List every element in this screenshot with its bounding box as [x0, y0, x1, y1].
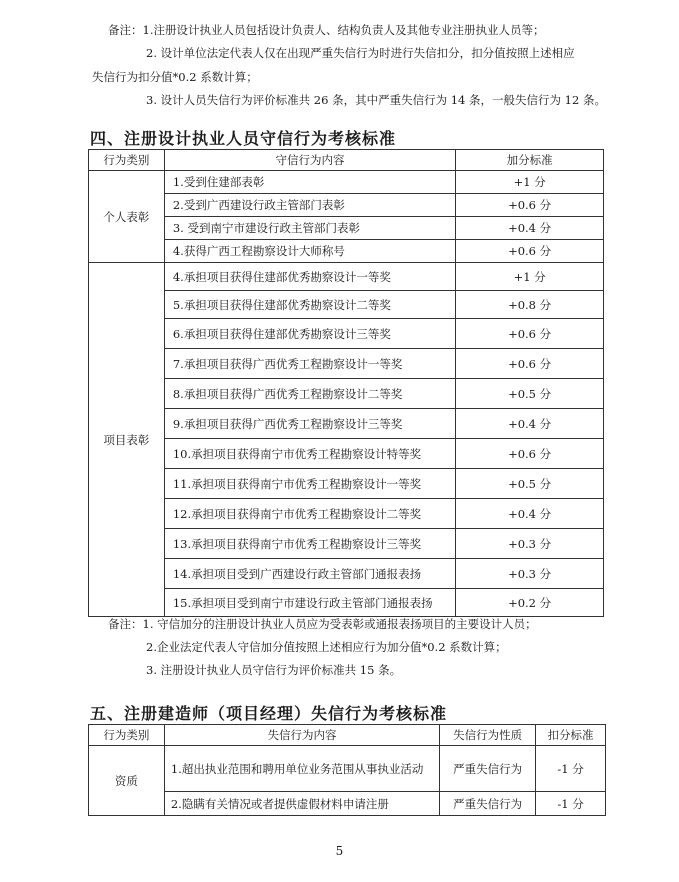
table-row — [89, 171, 604, 194]
score-cell: +1 分 — [456, 171, 604, 194]
table-header-row — [89, 150, 604, 171]
category-cell: 个人表彰 — [89, 171, 165, 263]
table-row — [89, 319, 604, 349]
content-cell: 15.承担项目受到南宁市建设行政主管部门通报表扬 — [164, 589, 455, 617]
table-row — [89, 409, 604, 439]
content-cell: 8.承担项目获得广西优秀工程勘察设计二等奖 — [164, 379, 455, 409]
content-cell: 13.承担项目获得南宁市优秀工程勘察设计三等奖 — [164, 529, 455, 559]
score-cell: +0.4 分 — [456, 499, 604, 529]
score-cell: +0.3 分 — [456, 559, 604, 589]
content-cell: 4.承担项目获得住建部优秀勘察设计一等奖 — [164, 263, 455, 291]
section4-note-1: 备注：1. 守信加分的注册设计执业人员应为受表彰或通报表扬项目的主要设计人员； — [108, 617, 537, 631]
top-note-2: 2. 设计单位法定代表人仅在出现严重失信行为时进行失信扣分，扣分值按照上述相应 — [146, 46, 575, 60]
section4-note-2: 2.企业法定代表人守信加分值按照上述相应行为加分值*0.2 系数计算； — [146, 640, 507, 654]
content-cell: 2.受到广西建设行政主管部门表彰 — [164, 194, 455, 217]
page-number: 5 — [335, 844, 344, 858]
score-cell: +1 分 — [456, 263, 604, 291]
header-nature: 失信行为性质 — [440, 725, 536, 746]
table-row — [89, 349, 604, 379]
top-note-3: 3. 设计人员失信行为评价标准共 26 条，其中严重失信行为 14 条，一般失信行为 12 条。 — [146, 93, 606, 107]
score-cell: +0.2 分 — [456, 589, 604, 617]
top-note-2-cont: 失信行为扣分值*0.2 系数计算； — [92, 70, 258, 84]
content-cell: 12.承担项目获得南宁市优秀工程勘察设计二等奖 — [164, 499, 455, 529]
section5-table — [88, 724, 606, 816]
header-category: 行为类别 — [89, 150, 165, 171]
table-row — [89, 379, 604, 409]
table-row — [89, 469, 604, 499]
header-content: 守信行为内容 — [164, 150, 455, 171]
category-cell: 资质 — [89, 746, 165, 816]
section4-title: 四、注册设计执业人员守信行为考核标准 — [90, 129, 397, 148]
score-cell: -1 分 — [536, 792, 606, 816]
header-score: 扣分标准 — [536, 725, 606, 746]
score-cell: +0.8 分 — [456, 291, 604, 319]
section4-note-3: 3. 注册设计执业人员守信行为评价标准共 15 条。 — [146, 663, 402, 677]
score-cell: +0.3 分 — [456, 529, 604, 559]
header-category: 行为类别 — [89, 725, 165, 746]
score-cell: +0.6 分 — [456, 194, 604, 217]
content-cell: 7.承担项目获得广西优秀工程勘察设计一等奖 — [164, 349, 455, 379]
content-cell: 1.受到住建部表彰 — [164, 171, 455, 194]
header-score: 加分标准 — [456, 150, 604, 171]
score-cell: +0.6 分 — [456, 240, 604, 263]
table-row — [89, 499, 604, 529]
score-cell: +0.4 分 — [456, 217, 604, 240]
score-cell: +0.6 分 — [456, 349, 604, 379]
section5-title: 五、注册建造师（项目经理）失信行为考核标准 — [90, 704, 448, 723]
content-cell: 6.承担项目获得住建部优秀勘察设计三等奖 — [164, 319, 455, 349]
content-cell: 11.承担项目获得南宁市优秀工程勘察设计一等奖 — [164, 469, 455, 499]
table-row — [89, 263, 604, 291]
table-row — [89, 559, 604, 589]
content-cell: 14.承担项目受到广西建设行政主管部门通报表扬 — [164, 559, 455, 589]
content-cell: 3. 受到南宁市建设行政主管部门表彰 — [164, 217, 455, 240]
table-header-row — [89, 725, 606, 746]
content-cell: 9.承担项目获得广西优秀工程勘察设计三等奖 — [164, 409, 455, 439]
score-cell: +0.5 分 — [456, 379, 604, 409]
content-cell: 2.隐瞒有关情况或者提供虚假材料申请注册 — [164, 792, 439, 816]
content-cell: 4.获得广西工程勘察设计大师称号 — [164, 240, 455, 263]
score-cell: +0.6 分 — [456, 439, 604, 469]
table-row — [89, 217, 604, 240]
category-cell: 项目表彰 — [89, 263, 165, 617]
header-content: 失信行为内容 — [164, 725, 439, 746]
content-cell: 5.承担项目获得住建部优秀勘察设计二等奖 — [164, 291, 455, 319]
table-row — [89, 589, 604, 617]
table-row — [89, 746, 606, 792]
score-cell: +0.6 分 — [456, 319, 604, 349]
score-cell: +0.5 分 — [456, 469, 604, 499]
table-row — [89, 194, 604, 217]
score-cell: -1 分 — [536, 746, 606, 792]
content-cell: 10.承担项目获得南宁市优秀工程勘察设计特等奖 — [164, 439, 455, 469]
table-row — [89, 792, 606, 816]
top-note-1: 备注：1.注册设计执业人员包括设计负责人、结构负责人及其他专业注册执业人员等； — [108, 23, 545, 37]
content-cell: 1.超出执业范围和聘用单位业务范围从事执业活动 — [164, 746, 439, 792]
nature-cell: 严重失信行为 — [440, 746, 536, 792]
table-row — [89, 529, 604, 559]
score-cell: +0.4 分 — [456, 409, 604, 439]
table-row — [89, 439, 604, 469]
table-row — [89, 291, 604, 319]
section4-table — [88, 149, 604, 617]
table-row — [89, 240, 604, 263]
nature-cell: 严重失信行为 — [440, 792, 536, 816]
